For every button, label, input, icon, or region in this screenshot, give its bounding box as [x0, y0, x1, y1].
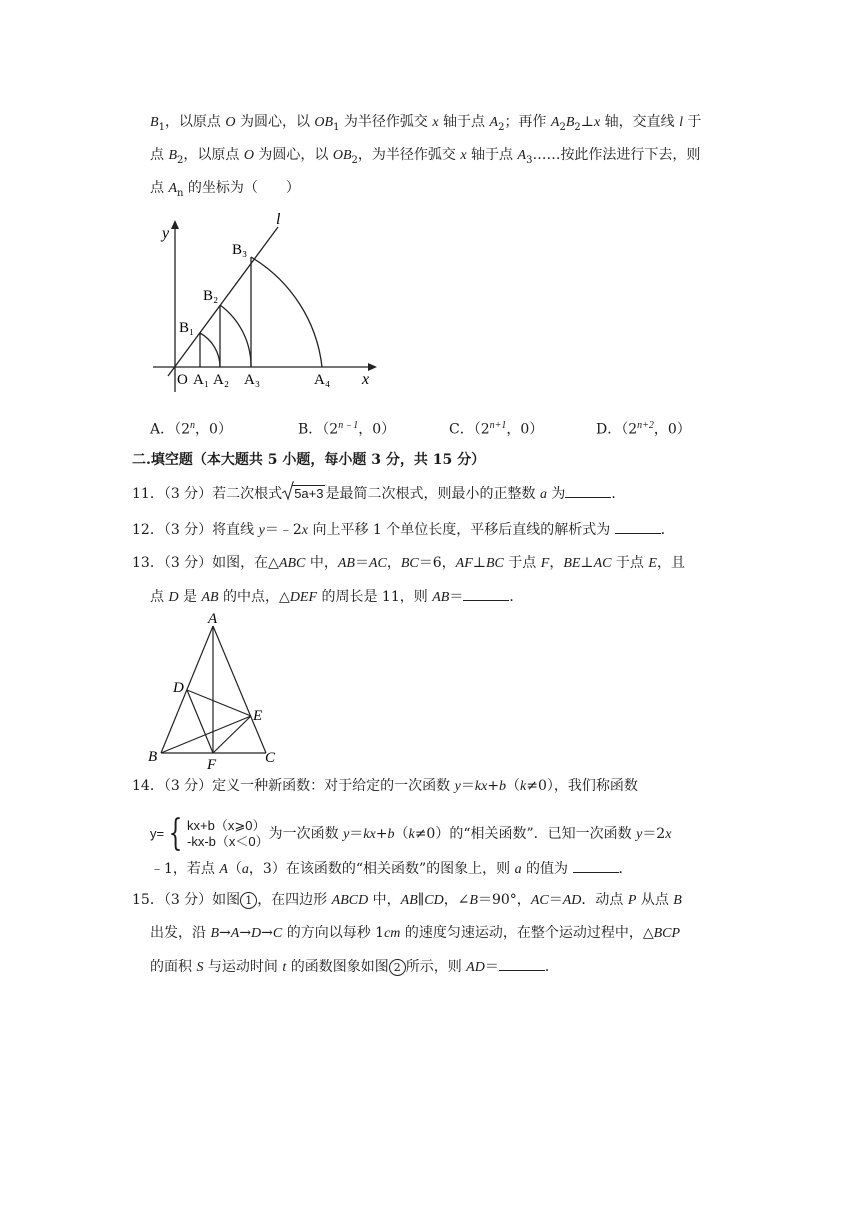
question-14-line2: y= { kx+b（x⩾0） -kx-b（x＜0）为一次函数 y＝kx+b（k≠0）的“相关函数”．已知一次函数 y＝2x	[150, 813, 672, 854]
sqrt-expression: 5a+3	[282, 484, 325, 504]
label-d: D	[173, 680, 184, 696]
label-a2: A₂	[213, 372, 230, 388]
piece-2: -kx-b（x＜0）	[187, 834, 269, 849]
option-a[interactable]: A．（2$^n$，0）	[150, 420, 232, 438]
section-title: 二.填空题（本大题共 5 小题，每小题 3 分，共 15 分）	[132, 452, 486, 468]
answer-blank-13[interactable]	[463, 586, 509, 601]
label-a1: A₁	[193, 372, 210, 388]
q10-text-line2: 点 $B_2$，以原点 O 为圆心，以 $OB_2$，为半径作弧交 x 轴于点 $A_3\dots\dots$按此作法进行下去，则	[150, 147, 701, 166]
label-b2: B₂	[203, 288, 219, 304]
q10-figure	[150, 210, 390, 400]
option-d[interactable]: D．（$2^{n+2}$，0）	[596, 420, 691, 438]
question-15-line2: 出发，沿 B→A→D→C 的方向以每秒 1cm 的速度匀速运动，在整个运动过程中，△BCP	[150, 925, 681, 941]
question-11: 11．（3 分）若二次根式 5a+3 是最简二次根式，则最小的正整数 a 为 ．	[132, 483, 625, 505]
piece-1: kx+b（x⩾0）	[187, 818, 266, 833]
question-13-line2: 点 D 是 AB 的中点，△DEF 的周长是 11，则 AB＝ ．	[150, 586, 523, 608]
y-axis-label: y	[162, 225, 170, 242]
figure-1-marker: 1	[240, 892, 257, 909]
figure-2-marker: 2	[389, 959, 406, 976]
label-f: F	[207, 757, 217, 770]
label-a4: A₄	[314, 372, 331, 388]
option-b[interactable]: B．（$2^{n﹣1}$，0）	[298, 420, 396, 438]
answer-blank-15[interactable]	[499, 956, 545, 971]
origin-label: O	[177, 372, 188, 388]
q13-figure	[145, 610, 285, 770]
label-a: A	[208, 611, 218, 627]
q10-text-line1: $B_1$，以原点 O 为圆心，以 $OB_1$ 为半径作弧交 x 轴于点 $A_2$；再作 $A_2B_2\perp x$ 轴，交直线 l 于	[150, 114, 702, 133]
label-b: B	[148, 749, 158, 765]
question-14-line3: ﹣1，若点 A（a，3）在该函数的“相关函数”的图象上，则 a 的值为 ．	[150, 858, 633, 880]
answer-blank-14[interactable]	[573, 858, 619, 873]
question-14-line1: 14．（3 分）定义一种新函数：对于给定的一次函数 y＝kx+b（k≠0），我们称函数	[132, 778, 638, 794]
label-e: E	[253, 708, 263, 724]
line-l-label: l	[276, 211, 281, 228]
option-c[interactable]: C．（$2^{n+1}$，0）	[449, 420, 544, 438]
label-c: C	[265, 750, 276, 766]
question-15-line1: 15．（3 分）如图 1 ，在四边形 ABCD 中，AB∥CD，∠B＝90°，AC＝AD．动点 P 从点 B	[132, 892, 682, 908]
label-a3: A₃	[244, 372, 261, 388]
label-b1: B₁	[179, 320, 195, 336]
q10-text-line3: 点 $A_n$ 的坐标为（ ）	[150, 180, 300, 199]
question-12: 12．（3 分）将直线 y＝﹣2x 向上平移 1 个单位长度，平移后直线的解析式为 ．	[132, 519, 675, 541]
question-13-line1: 13．（3 分）如图，在△ABC 中，AB＝AC，BC＝6，AF⊥BC 于点 F，BE⊥AC 于点 E，且	[132, 555, 685, 571]
label-b3: B₃	[232, 242, 248, 258]
answer-blank-11[interactable]	[565, 483, 611, 498]
x-axis-label: x	[362, 371, 370, 388]
answer-blank-12[interactable]	[615, 519, 661, 534]
question-15-line3: 的面积 S 与运动时间 t 的函数图象如图 2 所示，则 AD＝ ．	[150, 956, 559, 978]
